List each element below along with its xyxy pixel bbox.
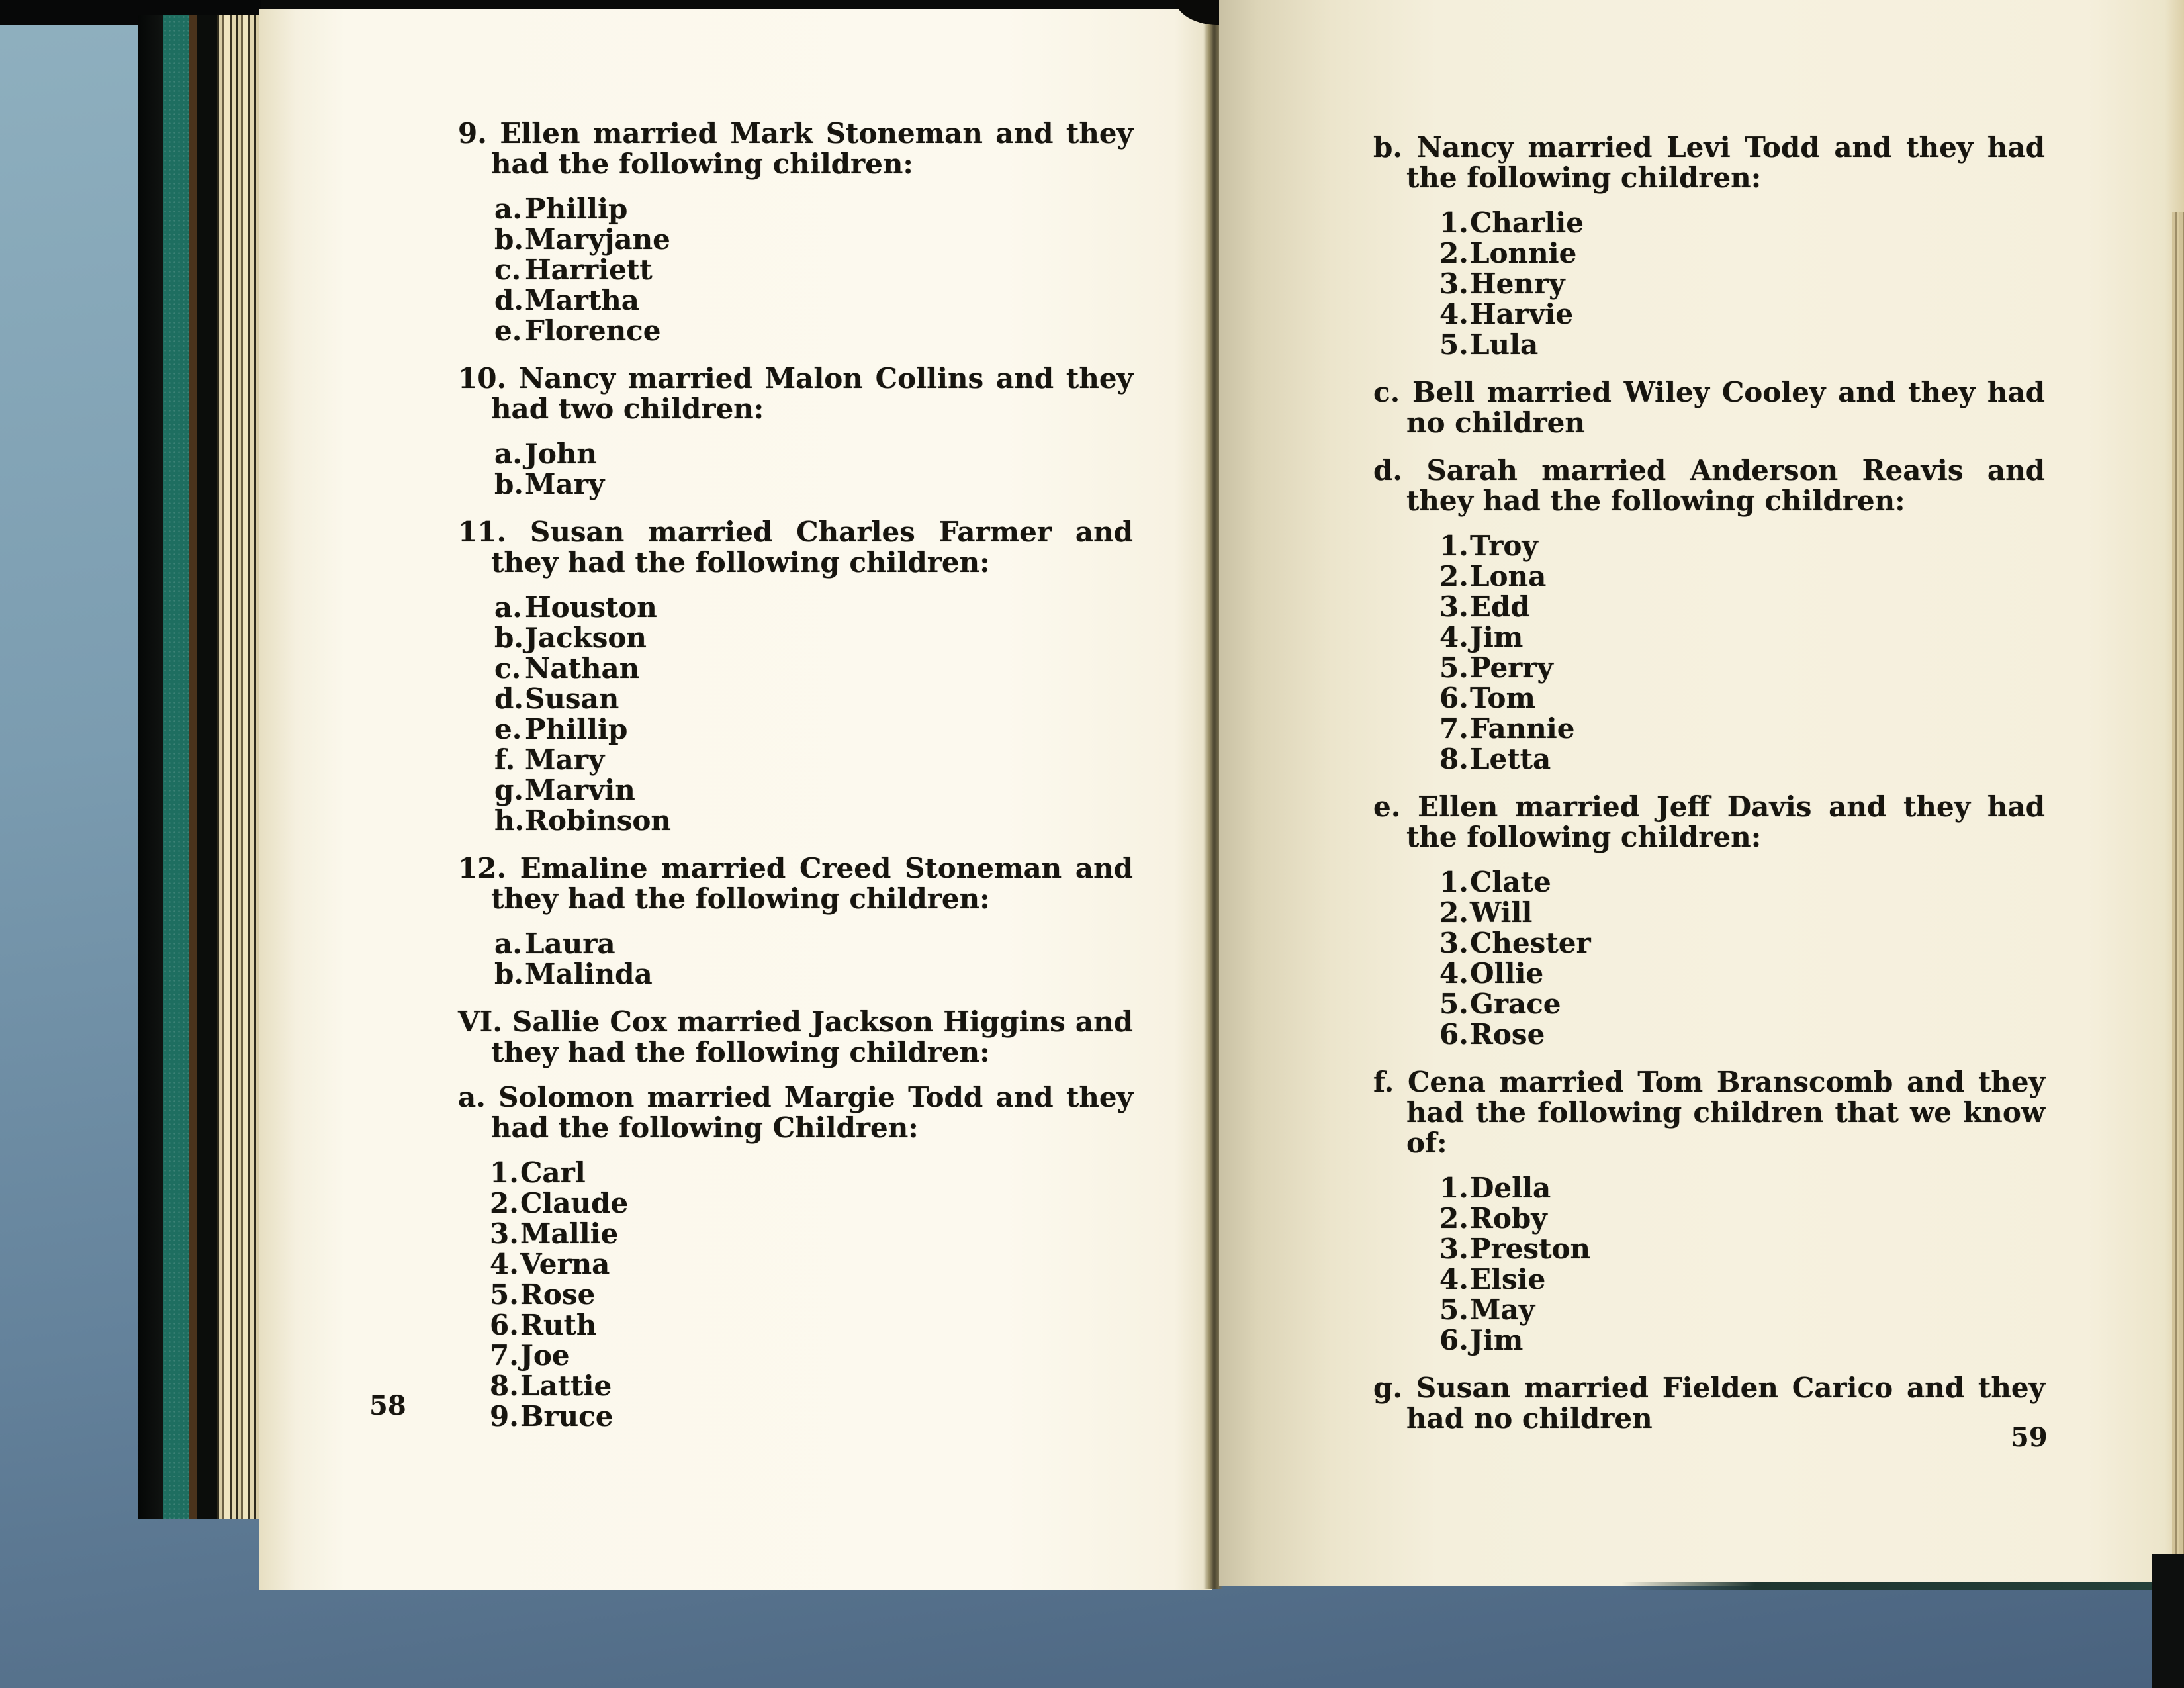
entry-body: Susan married Charles Farmer and they had the following children: — [491, 516, 1134, 579]
list-item — [490, 1249, 1133, 1280]
item-text: Jim — [1470, 621, 1524, 653]
item-text: Edd — [1470, 590, 1530, 623]
list-item — [494, 775, 1133, 806]
item-text: Laura — [525, 927, 615, 960]
item-text: Marvin — [525, 774, 635, 806]
list-item — [494, 959, 1133, 990]
list-item — [1439, 653, 2045, 683]
list-item — [494, 623, 1133, 653]
outline-section — [458, 118, 1133, 346]
item-label: a. — [494, 927, 522, 960]
page-fore-edge — [2172, 212, 2184, 1583]
item-text: Fannie — [1470, 712, 1575, 745]
item-text: Chester — [1470, 927, 1591, 959]
item-label: h. — [494, 804, 525, 837]
item-label: 1. — [1439, 866, 1469, 898]
list-item — [1439, 1173, 2045, 1203]
item-label: a. — [494, 591, 522, 624]
entry-body: Ellen married Mark Stoneman and they had the following children: — [491, 117, 1133, 180]
entry-label: f. — [1373, 1066, 1394, 1098]
item-label: g. — [494, 774, 523, 806]
entry-text — [458, 1082, 1133, 1143]
item-text: Ruth — [520, 1309, 597, 1341]
item-text: May — [1470, 1293, 1535, 1326]
item-label: 2. — [1439, 896, 1469, 929]
item-label: e. — [494, 314, 522, 347]
entry-text — [1373, 132, 2045, 193]
item-label: 3. — [1439, 267, 1469, 300]
list-item — [490, 1310, 1133, 1340]
entry-text — [458, 1007, 1133, 1068]
item-label: 9. — [490, 1400, 519, 1432]
item-label: 2. — [1439, 1202, 1469, 1235]
entry-label: g. — [1373, 1372, 1402, 1404]
item-text: Mallie — [520, 1217, 619, 1250]
list-item — [494, 255, 1133, 285]
entry-label: e. — [1373, 790, 1401, 823]
outline-section — [1373, 792, 2045, 1050]
item-text: Troy — [1470, 530, 1538, 562]
item-text: Harriett — [525, 254, 653, 286]
page-number: 59 — [2011, 1422, 2048, 1453]
list-item — [490, 1158, 1133, 1188]
child-list — [494, 194, 1133, 346]
item-label: 8. — [1439, 743, 1469, 775]
list-item — [494, 929, 1133, 959]
item-label: 6. — [490, 1309, 519, 1341]
child-list — [490, 1158, 1133, 1432]
item-label: d. — [494, 284, 523, 316]
scan-corner-shadow — [2152, 1554, 2184, 1688]
list-item — [490, 1188, 1133, 1219]
item-label: 1. — [1439, 1172, 1469, 1204]
page-edge-stack — [217, 15, 259, 1519]
item-label: b. — [494, 958, 523, 990]
item-label: 3. — [490, 1217, 519, 1250]
entry-body: Solomon married Margie Todd and they had the following Children: — [491, 1081, 1134, 1144]
item-text: Bruce — [520, 1400, 614, 1432]
list-item — [494, 285, 1133, 316]
list-item — [1439, 867, 2045, 898]
outline-section — [458, 363, 1133, 500]
item-text: Letta — [1470, 743, 1551, 775]
entry-text — [1373, 455, 2045, 516]
list-item — [494, 592, 1133, 623]
list-item — [1439, 622, 2045, 653]
entry-body: Nancy married Malon Collins and they had two children: — [491, 362, 1133, 425]
item-label: b. — [494, 223, 523, 256]
outline-section — [1373, 455, 2045, 774]
item-text: Robinson — [525, 804, 671, 837]
page-left-text — [458, 118, 1133, 1449]
list-item — [1439, 208, 2045, 238]
page-right-text — [1373, 132, 2045, 1451]
item-label: 5. — [1439, 988, 1469, 1020]
item-label: 1. — [1439, 530, 1469, 562]
list-item — [1439, 744, 2045, 774]
entry-body: Sarah married Anderson Reavis and they had the following children: — [1406, 454, 2045, 517]
entry-text — [1373, 792, 2045, 853]
item-label: 2. — [490, 1187, 519, 1219]
item-text: Elsie — [1470, 1263, 1546, 1295]
item-text: Grace — [1470, 988, 1561, 1020]
item-text: Susan — [525, 682, 619, 715]
book-cover-trim — [189, 15, 197, 1519]
item-label: 1. — [490, 1156, 519, 1189]
item-text: Malinda — [525, 958, 653, 990]
item-label: 4. — [1439, 957, 1469, 990]
item-label: a. — [494, 438, 522, 470]
entry-label: VI. — [458, 1006, 502, 1038]
item-text: Lattie — [520, 1370, 612, 1402]
list-item — [490, 1280, 1133, 1310]
item-text: Jackson — [525, 622, 647, 654]
entry-body: Emaline married Creed Stoneman and they had the following children: — [491, 852, 1133, 915]
entry-body: Nancy married Levi Todd and they had the following children: — [1406, 131, 2046, 194]
entry-text — [1373, 1067, 2045, 1158]
list-item — [1439, 959, 2045, 989]
list-item — [494, 745, 1133, 775]
item-label: 8. — [490, 1370, 519, 1402]
item-label: c. — [494, 254, 522, 286]
child-list — [1439, 867, 2045, 1050]
book-cover-edge — [138, 15, 163, 1519]
list-item — [490, 1340, 1133, 1371]
item-text: John — [525, 438, 597, 470]
item-label: 3. — [1439, 1233, 1469, 1265]
item-label: 4. — [490, 1248, 519, 1280]
item-text: Roby — [1470, 1202, 1547, 1235]
list-item — [1439, 714, 2045, 744]
entry-label: 9. — [458, 117, 487, 150]
item-label: 6. — [1439, 1324, 1469, 1356]
item-label: 5. — [490, 1278, 519, 1311]
item-text: Henry — [1470, 267, 1565, 300]
list-item — [1439, 1325, 2045, 1356]
item-text: Lonnie — [1470, 237, 1577, 269]
item-text: Preston — [1470, 1233, 1591, 1265]
item-text: Maryjane — [525, 223, 670, 256]
item-text: Carl — [520, 1156, 586, 1189]
entry-label: 12. — [458, 852, 507, 884]
item-text: Jim — [1470, 1324, 1524, 1356]
entry-label: a. — [458, 1081, 486, 1113]
list-item — [1439, 1295, 2045, 1325]
outline-section — [1373, 377, 2045, 438]
list-item — [494, 714, 1133, 745]
entry-text — [458, 517, 1133, 578]
item-label: d. — [494, 682, 523, 715]
item-text: Nathan — [525, 652, 640, 684]
outline-section — [458, 1082, 1133, 1432]
list-item — [1439, 1019, 2045, 1050]
item-label: 7. — [490, 1339, 519, 1372]
list-item — [1439, 531, 2045, 561]
item-text: Verna — [520, 1248, 610, 1280]
item-text: Lona — [1470, 560, 1547, 592]
item-text: Clate — [1470, 866, 1551, 898]
entry-label: 11. — [458, 516, 507, 548]
list-item — [494, 469, 1133, 500]
item-text: Charlie — [1470, 207, 1584, 239]
item-text: Mary — [525, 743, 605, 776]
list-item — [490, 1371, 1133, 1401]
entry-text — [458, 853, 1133, 914]
item-label: 6. — [1439, 1018, 1469, 1051]
item-text: Della — [1470, 1172, 1551, 1204]
item-label: 2. — [1439, 237, 1469, 269]
item-label: 5. — [1439, 1293, 1469, 1326]
item-label: a. — [494, 193, 522, 225]
list-item — [494, 316, 1133, 346]
entry-text — [458, 118, 1133, 179]
list-item — [1439, 238, 2045, 269]
list-item — [1439, 1264, 2045, 1295]
list-item — [1439, 269, 2045, 299]
item-label: 3. — [1439, 590, 1469, 623]
outline-section — [458, 1007, 1133, 1432]
outline-section — [1373, 1373, 2045, 1434]
item-label: 4. — [1439, 298, 1469, 330]
item-label: 1. — [1439, 207, 1469, 239]
child-list — [494, 439, 1133, 500]
item-text: Perry — [1470, 651, 1553, 684]
child-list — [494, 592, 1133, 836]
page-number: 58 — [369, 1390, 406, 1421]
list-item — [1439, 299, 2045, 330]
child-list — [494, 929, 1133, 990]
list-item — [1439, 592, 2045, 622]
book-cover-cloth — [163, 15, 189, 1519]
item-text: Mary — [525, 468, 605, 500]
entry-text — [1373, 1373, 2045, 1434]
entry-body: Bell married Wiley Cooley and they had no children — [1406, 376, 2045, 439]
item-label: 7. — [1439, 712, 1469, 745]
outline-section — [1373, 1067, 2045, 1356]
item-text: Phillip — [525, 193, 628, 225]
entry-label: d. — [1373, 454, 1402, 487]
item-label: b. — [494, 622, 523, 654]
item-text: Houston — [525, 591, 657, 624]
item-text: Joe — [520, 1339, 570, 1372]
list-item — [1439, 683, 2045, 714]
item-label: 6. — [1439, 682, 1469, 714]
item-text: Rose — [520, 1278, 596, 1311]
item-label: b. — [494, 468, 523, 500]
item-label: 4. — [1439, 1263, 1469, 1295]
outline-section — [458, 853, 1133, 990]
item-label: 2. — [1439, 560, 1469, 592]
entry-body: Ellen married Jeff Davis and they had the following children: — [1406, 790, 2046, 853]
child-list — [458, 1082, 1133, 1432]
list-item — [494, 806, 1133, 836]
outline-section — [1373, 132, 2045, 360]
list-item — [494, 653, 1133, 684]
entry-label: b. — [1373, 131, 1402, 164]
entry-body: Susan married Fielden Carico and they had no children — [1406, 1372, 2045, 1434]
list-item — [494, 439, 1133, 469]
entry-label: 10. — [458, 362, 507, 395]
child-list — [1439, 531, 2045, 774]
book-page-right — [1219, 0, 2184, 1586]
item-text: Florence — [525, 314, 661, 347]
entry-text — [1373, 377, 2045, 438]
item-label: 4. — [1439, 621, 1469, 653]
entry-label: c. — [1373, 376, 1400, 408]
item-text: Phillip — [525, 713, 628, 745]
list-item — [1439, 928, 2045, 959]
entry-body: Cena married Tom Branscomb and they had the following children that we know of: — [1406, 1066, 2046, 1159]
book-page-left — [259, 9, 1212, 1590]
item-text: Ollie — [1470, 957, 1544, 990]
cover-bottom-edge — [1621, 1582, 2156, 1590]
item-text: Will — [1470, 896, 1533, 929]
item-label: 3. — [1439, 927, 1469, 959]
item-text: Lula — [1470, 328, 1539, 361]
outline-section — [458, 517, 1133, 836]
item-text: Claude — [520, 1187, 629, 1219]
list-item — [1439, 989, 2045, 1019]
entry-text — [458, 363, 1133, 424]
item-text: Martha — [525, 284, 639, 316]
item-label: e. — [494, 713, 522, 745]
list-item — [494, 224, 1133, 255]
child-list — [1439, 208, 2045, 360]
item-text: Harvie — [1470, 298, 1574, 330]
entry-body: Sallie Cox married Jackson Higgins and they had the following children: — [491, 1006, 1133, 1068]
item-label: f. — [494, 743, 516, 776]
item-label: 5. — [1439, 651, 1469, 684]
list-item — [1439, 898, 2045, 928]
list-item — [490, 1219, 1133, 1249]
item-text: Rose — [1470, 1018, 1545, 1051]
list-item — [1439, 1203, 2045, 1234]
item-label: c. — [494, 652, 522, 684]
item-label: 5. — [1439, 328, 1469, 361]
item-text: Tom — [1470, 682, 1535, 714]
book-cover-inner-edge — [197, 15, 217, 1519]
list-item — [1439, 330, 2045, 360]
list-item — [490, 1401, 1133, 1432]
list-item — [1439, 561, 2045, 592]
list-item — [494, 684, 1133, 714]
list-item — [494, 194, 1133, 224]
list-item — [1439, 1234, 2045, 1264]
child-list — [1439, 1173, 2045, 1356]
